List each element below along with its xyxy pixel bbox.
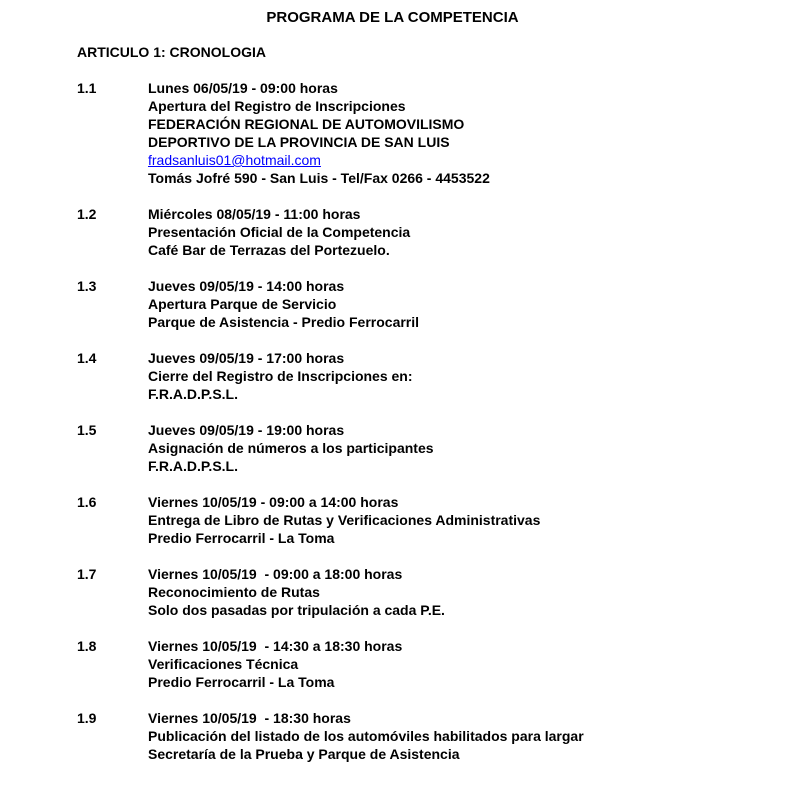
item-line: Verificaciones Técnica bbox=[148, 656, 299, 672]
schedule-item bbox=[77, 709, 785, 763]
schedule-item bbox=[77, 565, 785, 619]
item-number: 1.3 bbox=[77, 278, 97, 294]
item-line: Viernes 10/05/19 - 09:00 a 14:00 horas bbox=[148, 494, 399, 510]
item-lines bbox=[148, 277, 785, 331]
item-line: DEPORTIVO DE LA PROVINCIA DE SAN LUIS bbox=[148, 134, 450, 150]
item-number: 1.7 bbox=[77, 566, 97, 582]
item-line: Apertura Parque de Servicio bbox=[148, 296, 337, 312]
item-line bbox=[148, 151, 785, 169]
item-line: Presentación Oficial de la Competencia bbox=[148, 224, 411, 240]
item-lines bbox=[148, 709, 785, 763]
item-line: Entrega de Libro de Rutas y Verificaciones Administrativas bbox=[148, 512, 541, 528]
section-heading: ARTICULO 1: CRONOLOGIA bbox=[77, 44, 266, 60]
schedule-item bbox=[77, 493, 785, 547]
item-lines bbox=[148, 421, 785, 475]
item-lines bbox=[148, 349, 785, 403]
item-line: F.R.A.D.P.S.L. bbox=[148, 386, 238, 402]
item-line: Publicación del listado de los automóviles habilitados para largar bbox=[148, 728, 584, 744]
item-line: Viernes 10/05/19 - 09:00 a 18:00 horas bbox=[148, 566, 403, 582]
item-lines bbox=[148, 565, 785, 619]
item-number: 1.2 bbox=[77, 206, 97, 222]
schedule-item bbox=[77, 637, 785, 691]
item-line: Solo dos pasadas por tripulación a cada P.E. bbox=[148, 602, 445, 618]
schedule-item bbox=[77, 277, 785, 331]
item-lines bbox=[148, 205, 785, 259]
item-line: F.R.A.D.P.S.L. bbox=[148, 458, 238, 474]
schedule-item bbox=[77, 79, 785, 187]
schedule-item bbox=[77, 349, 785, 403]
item-line: Parque de Asistencia - Predio Ferrocarril bbox=[148, 314, 420, 330]
item-number: 1.4 bbox=[77, 350, 97, 366]
item-line: Jueves 09/05/19 - 14:00 horas bbox=[148, 278, 345, 294]
item-line: Miércoles 08/05/19 - 11:00 horas bbox=[148, 206, 361, 222]
item-number: 1.8 bbox=[77, 638, 97, 654]
item-lines bbox=[148, 79, 785, 187]
item-number: 1.5 bbox=[77, 422, 97, 438]
item-line: Viernes 10/05/19 - 14:30 a 18:30 horas bbox=[148, 638, 403, 654]
item-line: Cierre del Registro de Inscripciones en: bbox=[148, 368, 413, 384]
item-line: Secretaría de la Prueba y Parque de Asistencia bbox=[148, 746, 460, 762]
item-line: Viernes 10/05/19 - 18:30 horas bbox=[148, 710, 351, 726]
page-title: PROGRAMA DE LA COMPETENCIA bbox=[266, 9, 519, 26]
item-number: 1.9 bbox=[77, 710, 97, 726]
item-number: 1.6 bbox=[77, 494, 97, 510]
item-line: Asignación de números a los participantes bbox=[148, 440, 434, 456]
item-line: Café Bar de Terrazas del Portezuelo. bbox=[148, 242, 390, 258]
item-line: Apertura del Registro de Inscripciones bbox=[148, 98, 406, 114]
item-line: Reconocimiento de Rutas bbox=[148, 584, 320, 600]
item-line: Lunes 06/05/19 - 09:00 horas bbox=[148, 80, 338, 96]
item-number: 1.1 bbox=[77, 80, 97, 96]
item-line: Predio Ferrocarril - La Toma bbox=[148, 530, 335, 546]
item-line: Jueves 09/05/19 - 17:00 horas bbox=[148, 350, 345, 366]
item-line: Jueves 09/05/19 - 19:00 horas bbox=[148, 422, 345, 438]
item-line: FEDERACIÓN REGIONAL DE AUTOMOVILISMO bbox=[148, 116, 465, 132]
schedule-item bbox=[77, 421, 785, 475]
item-lines bbox=[148, 493, 785, 547]
item-line: Tomás Jofré 590 - San Luis - Tel/Fax 0266 - 4453522 bbox=[148, 170, 490, 186]
schedule-item bbox=[77, 205, 785, 259]
email-link[interactable]: fradsanluis01@hotmail.com bbox=[148, 152, 321, 168]
item-lines bbox=[148, 637, 785, 691]
item-line: Predio Ferrocarril - La Toma bbox=[148, 674, 335, 690]
schedule-list bbox=[77, 79, 785, 763]
